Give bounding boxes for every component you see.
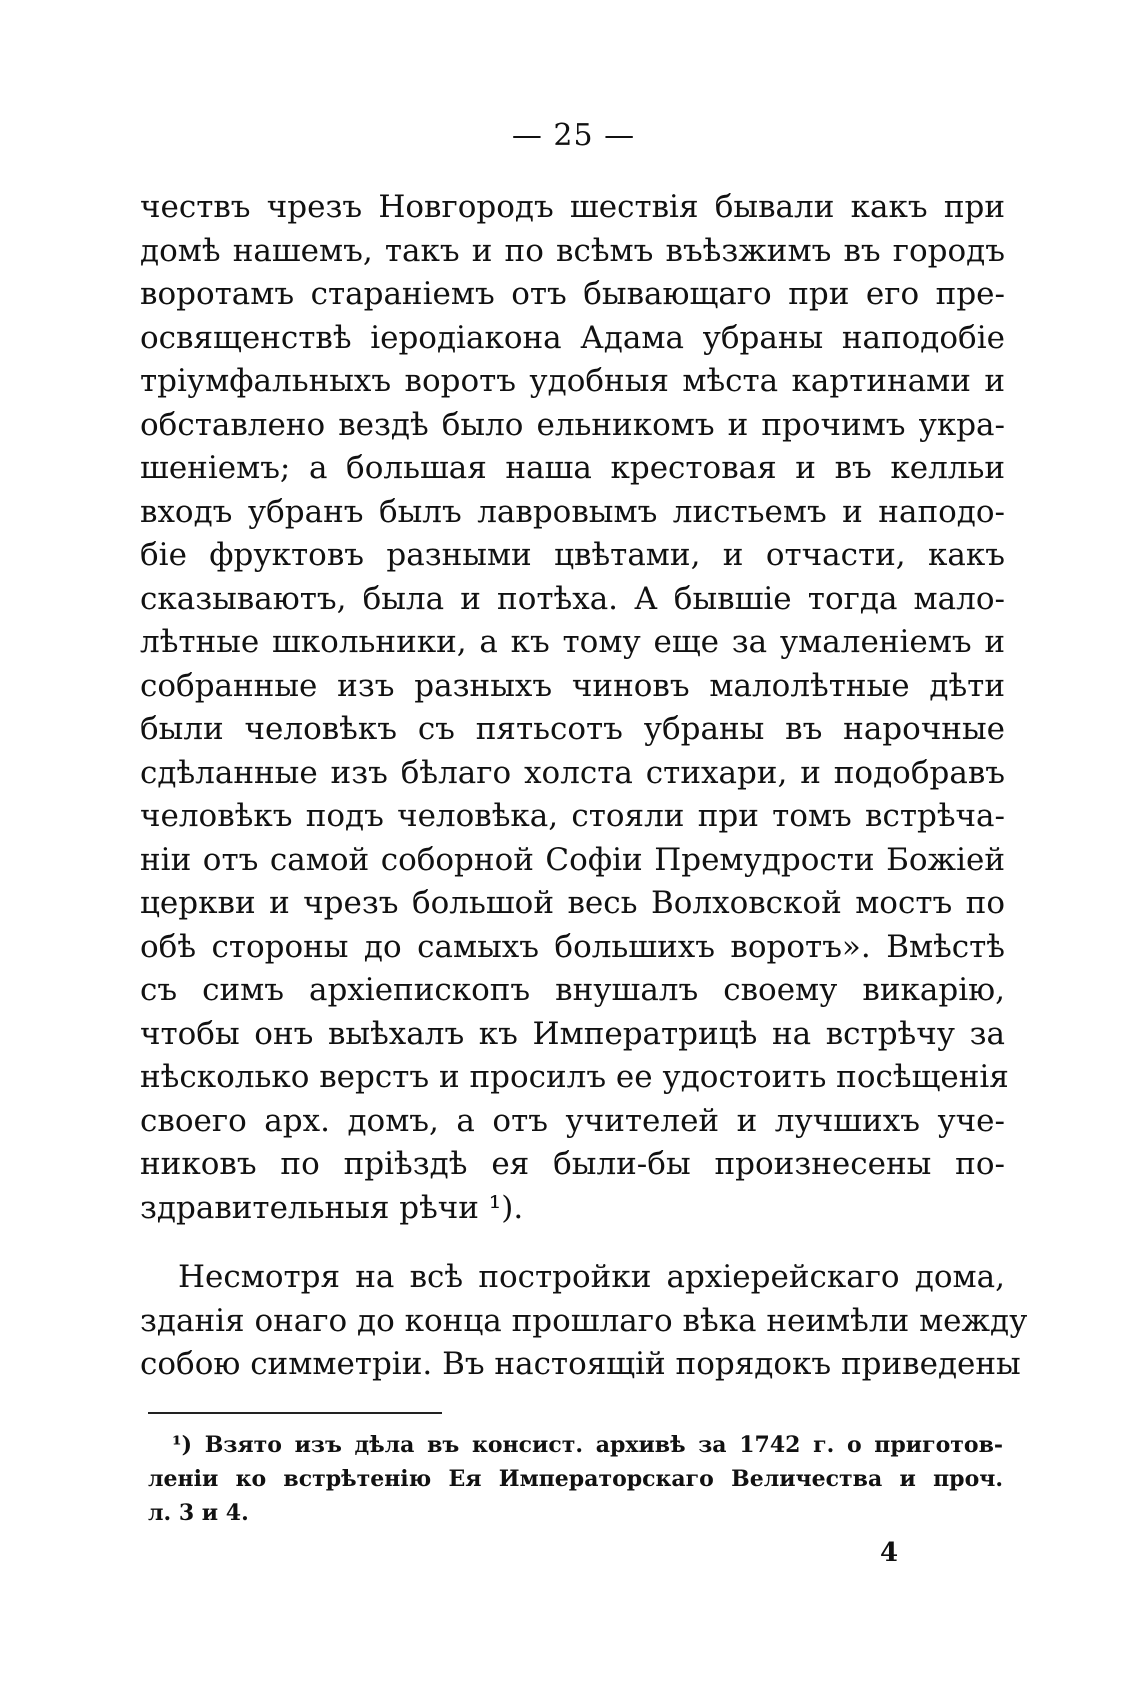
text-line: сдѣланные изъ бѣлаго холста стихари, и подобравъ [140,754,1005,791]
footnote-line: леніи ко встрѣтенію Ея Императорскаго Величества и проч. [148,1466,1003,1492]
text-line: шеніемъ; а большая наша крестовая и въ келльи [140,450,1005,486]
text-line: здравительныя рѣчи ¹). [140,1189,524,1226]
text-line: освященствѣ іеродіакона Адама убраны наподобіе [140,319,1005,356]
footnote-line: л. 3 и 4. [148,1500,249,1526]
text-line: входъ убранъ былъ лавровымъ листьемъ и наподо- [140,493,1005,530]
text-line: лѣтные школьники, а къ тому еще за умаленіемъ и [140,624,1005,660]
text-line: церкви и чрезъ большой весь Волховской мостъ по [140,885,1005,921]
page-number: — 25 — [511,118,636,153]
main-text [140,186,1028,1387]
footnote [148,1428,1003,1530]
text-line: домѣ нашемъ, такъ и по всѣмъ въѣзжимъ въ городъ [140,232,1005,269]
text-line: съ симъ архіепископъ внушалъ своему викарію, [140,972,1005,1008]
text-line: никовъ по пріѣздѣ ея были-бы произнесены по- [140,1146,1005,1182]
footnote-line: ¹) Взято изъ дѣла въ консист. архивѣ за 1742 г. о приготов- [172,1432,1003,1458]
text-line: обѣ стороны до самыхъ большихъ воротъ». Вмѣстѣ [140,928,1005,965]
text-line: біе фруктовъ разными цвѣтами, и отчасти, какъ [140,537,1005,573]
signature-mark: 4 [880,1538,899,1568]
text-line: тріумфальныхъ воротъ удобныя мѣста картинами и [140,363,1005,399]
text-line: своего арх. домъ, а отъ учителей и лучшихъ уче- [140,1102,1005,1139]
text-line: обставлено вездѣ было ельникомъ и прочимъ укра- [140,406,1005,443]
text-line: ніи отъ самой соборной Софіи Премудрости Божіей [140,841,1005,878]
text-line: нѣсколько верстъ и просилъ ее удостоить посѣщенія [140,1059,1009,1095]
paragraph-gap [140,1230,1005,1256]
footnote-divider [148,1412,442,1414]
text-line: зданія онаго до конца прошлаго вѣка неимѣли между [140,1302,1028,1339]
text-line: человѣкъ подъ человѣка, стояли при томъ встрѣча- [140,798,1005,834]
text-line: собранные изъ разныхъ чиновъ малолѣтные дѣти [140,667,1005,704]
text-line: сказываютъ, была и потѣха. А бывшіе тогда мало- [140,580,1005,617]
text-line: чествъ чрезъ Новгородъ шествія бывали какъ при [140,189,1005,225]
text-line: были человѣкъ съ пятьсотъ убраны въ нарочные [140,711,1005,747]
text-line: собою симметріи. Въ настоящій порядокъ приведены [140,1346,1021,1382]
text-line: чтобы онъ выѣхалъ къ Императрицѣ на встрѣчу за [140,1015,1005,1052]
text-line: Несмотря на всѣ постройки архіерейскаго дома, [178,1259,1005,1295]
text-line: воротамъ стараніемъ отъ бывающаго при его пре- [140,276,1005,312]
